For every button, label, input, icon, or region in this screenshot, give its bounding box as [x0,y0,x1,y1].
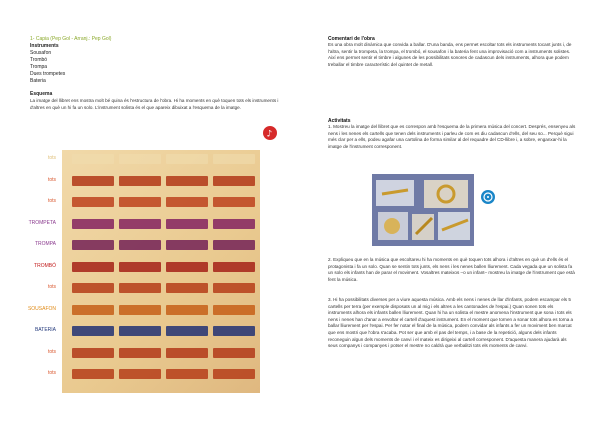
schema-text: La imatge del llibret ens mostra molt bé quina és l'estructura de l'obra. Hi ha moments en què toquen tots els instruments i d'altres en què un hi fa un solo. L'instrument solista és el que apareix dibuixat a l'esquema de la imatge. [30,98,279,110]
score-cell [72,326,114,336]
score-cell [119,262,161,272]
instrument-item: Trombó [30,57,48,63]
score-row-label: tots [47,155,56,161]
score-cell [72,154,114,164]
score-cell [213,369,255,379]
score-cell [72,197,114,207]
score-row-label: tots [47,198,56,204]
score-row-label: tots [47,348,56,355]
score-cell [166,348,208,358]
comment-heading: Comentari de l'obra [328,36,375,42]
score-cell [213,219,255,229]
score-cell [72,348,114,358]
activities-section [328,118,576,150]
score-cell [119,305,161,315]
score-cell [166,154,208,164]
activity-3: 3. Hi ha possibilitats diverses per a viure aquesta música. Amb els nens i nenes de llar d'infants, podem escampar els 5 cartells per terra (per exemple disposats un al mig i els altres a les cantonades de l'espai.) Quan sonen tots els instruments alhora els infants ballen lliurement. Quan hi ha un solista el mestre anomena l'instrument que sona i tots els nens i nenes han d'anar a envoltar el cartell d'aquest instrument. En el moment que tornen a sonar tots alhora es torna a ballar lliurement per l'espai. Per fer notar el final de la música, podem convidar als infants a fer un moviment ben marcat que ens mostri que l'obra s'acaba. Pot ser que amb el pas del temps, i a base de la repetició, alguns dels infants reconeguin algun dels moments de canvi i el mateix es dirigeixi al cartell corresponent. D'aquesta manera ajudarà als seus companys i companyes i potser el mestre no caldrà que verbalitzi tots els moments de canvi. [328,297,574,349]
score-cell [166,219,208,229]
score-cell [72,262,114,272]
score-cell [213,326,255,336]
score-cell [166,283,208,293]
score-diagram [62,150,260,393]
score-cell [119,326,161,336]
left-column [30,36,280,111]
score-row-label: BATERIA [34,327,56,333]
score-cell [213,240,255,250]
score-cell [72,369,114,379]
score-cell [213,154,255,164]
score-cell [213,348,255,358]
comment-text: Es una obra molt dinàmica que convida a ballar. D'una banda, ens permet escoltar tots els instruments tocant junts i, de l'altra, sentir la trompeta, la trompa, el trombó, el sousafon i la bateria fent una improvisació com a instruments solistes. Així ens permet sentir el timbre i algunes de les possibilitats sonores de cadascun dels instruments, alhora que podem treballar el timbre característic del quintet de metall. [328,42,572,67]
instruments-heading: Instruments [30,43,59,49]
instrument-item: Trompa [30,64,48,70]
score-cell [119,197,161,207]
score-cell [72,176,114,186]
activity-2: 2. Expliqueu que en la música que escoltareu hi ha moments en què toquen tots alhora i d'altres en què un d'ells és el protagonista i fa un solo. Quan se sentin tots junts, els nens i les nenes ballen lliurement. Cada vegada que un solista fa un solo els infants han de parar el moviment. Vosaltres mateixos –o un infant– mostreu la imatge de l'instrument que està fent la música. [328,257,575,282]
score-cell [166,369,208,379]
score-cell [166,305,208,315]
score-cell [213,305,255,315]
score-row-label: TROMPA [34,241,56,247]
score-row-label: TROMBÓ [34,262,56,269]
instrument-item: Sousafon [30,50,52,56]
score-cell [213,283,255,293]
score-cell [213,262,255,272]
score-row-label: SOUSAFON [27,305,56,312]
comment-section [328,36,576,68]
score-row-label: tots [47,176,56,183]
score-cell [119,283,161,293]
score-cell [119,240,161,250]
score-cell [72,305,114,315]
score-row-label: TROMPETA [28,219,56,226]
score-cell [166,197,208,207]
piece-title: 1- Capia (Pep Gol - Arranj.: Pep Gol) [30,36,112,42]
cd-icon [481,190,495,204]
score-row-label: tots [47,284,56,290]
activity-3-section [328,297,576,350]
score-cell [119,348,161,358]
score-cell [166,326,208,336]
music-note-icon [263,126,277,140]
instrument-item: Dues trompetes [30,71,66,77]
score-cell [213,197,255,207]
activities-heading: Activitats [328,118,351,124]
score-cell [119,219,161,229]
instruments-photo [372,174,474,246]
score-cell [213,176,255,186]
score-cell [166,262,208,272]
score-cell [119,154,161,164]
score-cell [72,283,114,293]
score-cell [166,176,208,186]
activity-2-section [328,257,576,283]
activity-1: 1. Mostreu la imatge del llibret que es correspon amb l'esquema de la primera música del concert. Després, ensenyeu als nens i les nenes els cartells que tenen dels instruments i parleu de com es diu cadascun d'ells, del seu so... Perquè sigui més clar per a ells, podeu agafar una cartolina de forma similar al del requadre del CD-llibre i, a sobre, enganxar-hi la imatge de l'instrument corresponent. [328,124,576,149]
score-cell [72,219,114,229]
score-cell [119,176,161,186]
score-cell [119,369,161,379]
schema-heading: Esquema [30,91,53,97]
score-row-label: tots [47,370,56,376]
score-cell [166,240,208,250]
instrument-item: Bateria [30,78,46,84]
score-cell [72,240,114,250]
svg-text:♪: ♪ [266,129,273,140]
